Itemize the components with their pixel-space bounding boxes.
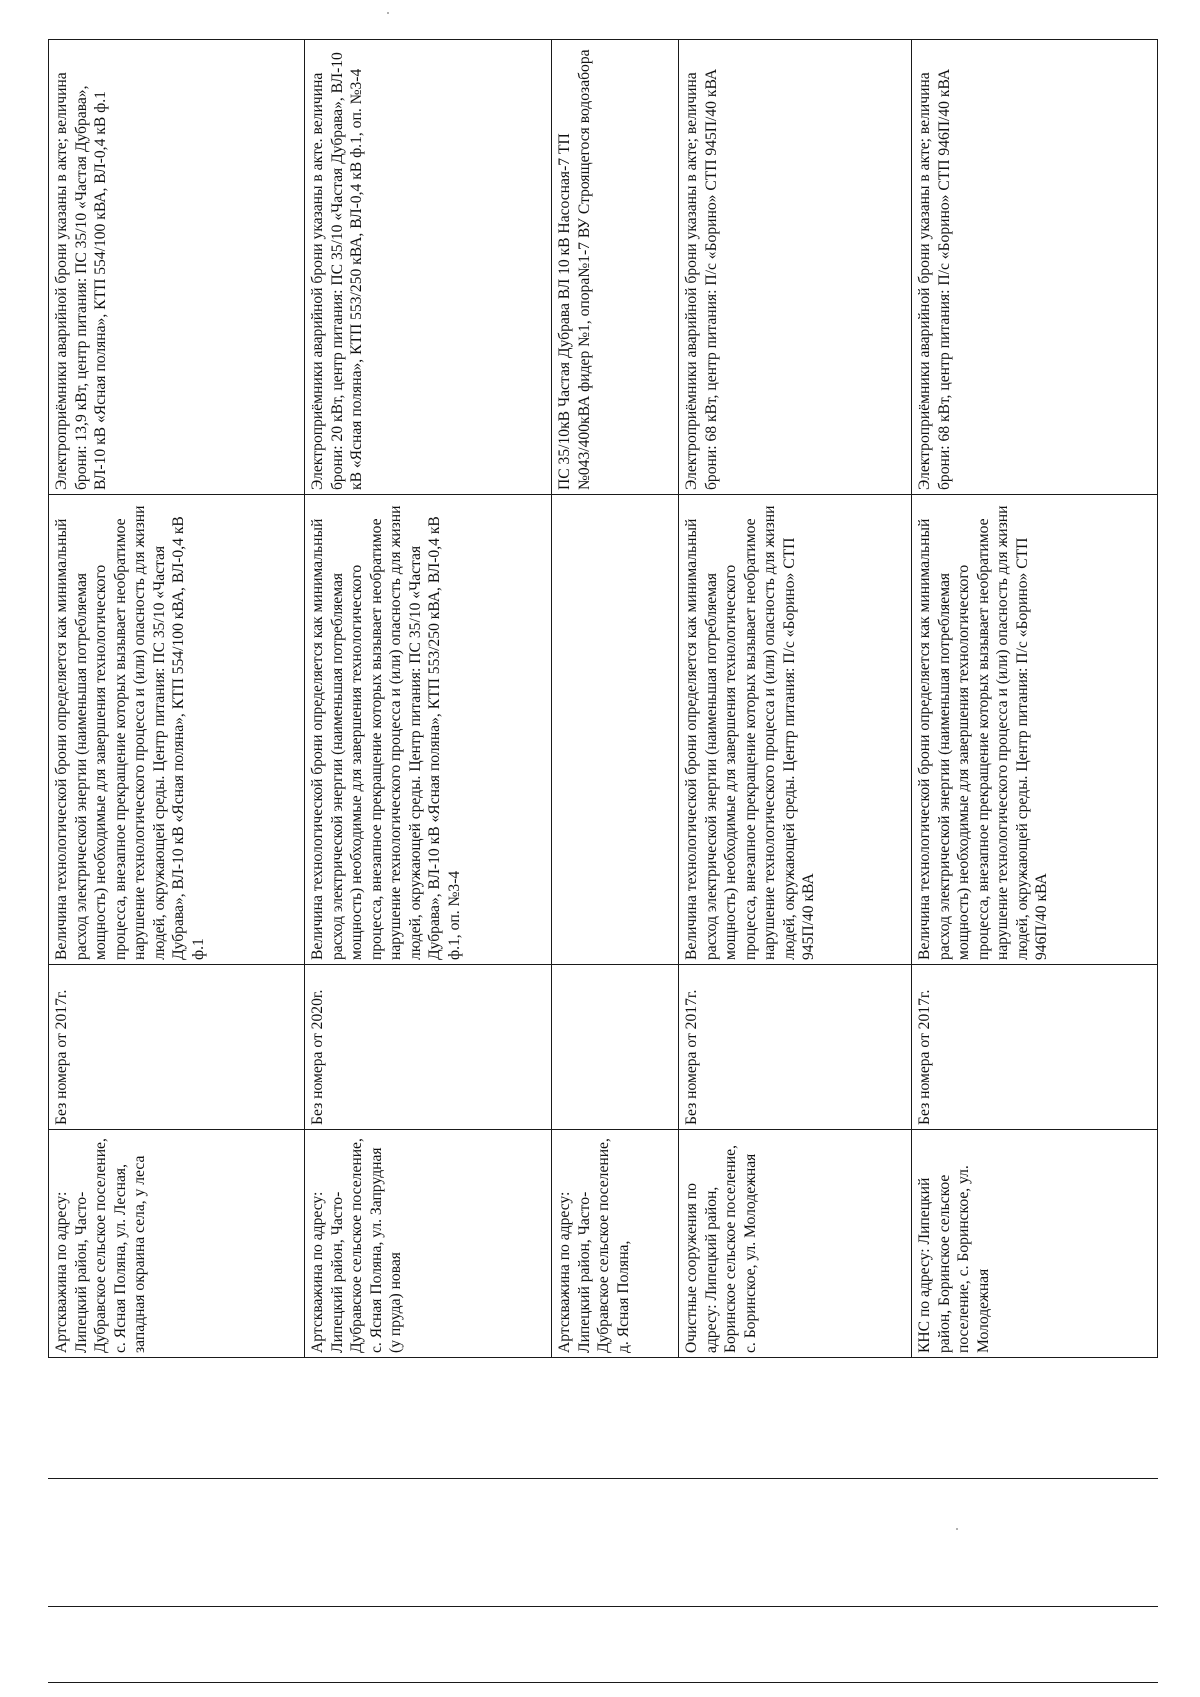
rotated-table-region: [48, 40, 1157, 1358]
object-cell: Очистные сооружения по адресу: Липецкий район, Боринское сельское поселение, с. Боринское, ул. Молодежная: [679, 1130, 912, 1358]
document-cell: Без номера от 2017г.: [912, 965, 1158, 1130]
emergency-reserve-cell: Электроприёмники аварийной брони указаны в акте; величина брони: 13,9 кВт, центр питания: ПС 35/10 «Частая Дубрава», ВЛ-10 кВ «Ясная поляна», КТП 554/100 кВА, ВЛ-0,4 кВ ф.1: [49, 40, 305, 495]
document-cell: Без номера от 2017г.: [49, 965, 305, 1130]
scan-speck: [956, 1528, 958, 1530]
horizontal-rule: [48, 1606, 1158, 1607]
document-cell: Без номера от 2020г.: [305, 965, 552, 1130]
emergency-reserve-cell: ПС 35/10кВ Частая Дубрава ВЛ 10 кВ Насосная-7 ТП №043/400кВА фидер №1, опора№1-7 ВУ Строящегося водозабора: [552, 40, 679, 495]
table-row: [552, 40, 679, 1358]
table-row: [912, 40, 1158, 1358]
tech-reserve-cell: Величина технологической брони определяется как минимальный расход электрической энергии (наименьшая потребляемая мощность) необходимые для завершения технологического процесса, внезапное прекращение которых вызывает необратимое нарушение технологического процесса и (или) опасность для жизни людей, окружающей среды. Центр питания: ПС 35/10 «Частая Дубрава», ВЛ-10 кВ «Ясная поляна», КТП 554/100 кВА, ВЛ-0,4 кВ ф.1: [49, 495, 305, 965]
emergency-reserve-cell: Электроприёмники аварийной брони указаны в акте; величина брони: 68 кВт, центр питания: П/с «Борино» СТП 946П/40 кВА: [912, 40, 1158, 495]
horizontal-rule: [48, 1478, 1158, 1479]
document-cell: [552, 965, 679, 1130]
object-cell: КНС по адресу: Липецкий район, Боринское сельское поселение, с. Боринское, ул. Молодежная: [912, 1130, 1158, 1358]
horizontal-rule: [48, 1682, 1158, 1683]
tech-reserve-cell: [552, 495, 679, 965]
table-row: [49, 40, 305, 1358]
tech-reserve-cell: Величина технологической брони определяется как минимальный расход электрической энергии (наименьшая потребляемая мощность) необходимые для завершения технологического процесса, внезапное прекращение которых вызывает необратимое нарушение технологического процесса и (или) опасность для жизни людей, окружающей среды. Центр питания: П/с «Борино» СТП 945П/40 кВА: [679, 495, 912, 965]
scan-speck: [387, 12, 389, 14]
tech-reserve-cell: Величина технологической брони определяется как минимальный расход электрической энергии (наименьшая потребляемая мощность) необходимые для завершения технологического процесса, внезапное прекращение которых вызывает необратимое нарушение технологического процесса и (или) опасность для жизни людей, окружающей среды. Центр питания: ПС 35/10 «Частая Дубрава», ВЛ-10 кВ «Ясная поляна», КТП 553/250 кВА, ВЛ-0,4 кВ ф.1, оп. №3-4: [305, 495, 552, 965]
emergency-reserve-cell: Электроприёмники аварийной брони указаны в акте. величина брони: 20 кВт, центр питания: ПС 35/10 «Частая Дубрава», ВЛ-10 кВ «Ясная поляна», КТП 553/250 кВА, ВЛ-0,4 кВ ф.1, оп. №3-4: [305, 40, 552, 495]
document-cell: Без номера от 2017г.: [679, 965, 912, 1130]
table-row: [305, 40, 552, 1358]
power-reserve-table: [48, 39, 1158, 1358]
emergency-reserve-cell: Электроприёмники аварийной брони указаны в акте; величина брони: 68 кВт, центр питания: П/с «Борино» СТП 945П/40 кВА: [679, 40, 912, 495]
tech-reserve-cell: Величина технологической брони определяется как минимальный расход электрической энергии (наименьшая потребляемая мощность) необходимые для завершения технологического процесса, внезапное прекращение которых вызывает необратимое нарушение технологического процесса и (или) опасность для жизни людей, окружающей среды. Центр питания: П/с «Борино» СТП 946П/40 кВА: [912, 495, 1158, 965]
object-cell: Артскважина по адресу: Липецкий район, Часто-Дубравское сельское поселение, с. Ясная Поляна, ул. Лесная, западная окраина села, у леса: [49, 1130, 305, 1358]
object-cell: Артскважина по адресу: Липецкий район, Часто-Дубравское сельское поселение, с. Ясная Поляна, ул. Запрудная (у пруда) новая: [305, 1130, 552, 1358]
table-row: [679, 40, 912, 1358]
object-cell: Артскважина по адресу: Липецкий район, Часто-Дубравское сельское поселение, д. Ясная Поляна,: [552, 1130, 679, 1358]
